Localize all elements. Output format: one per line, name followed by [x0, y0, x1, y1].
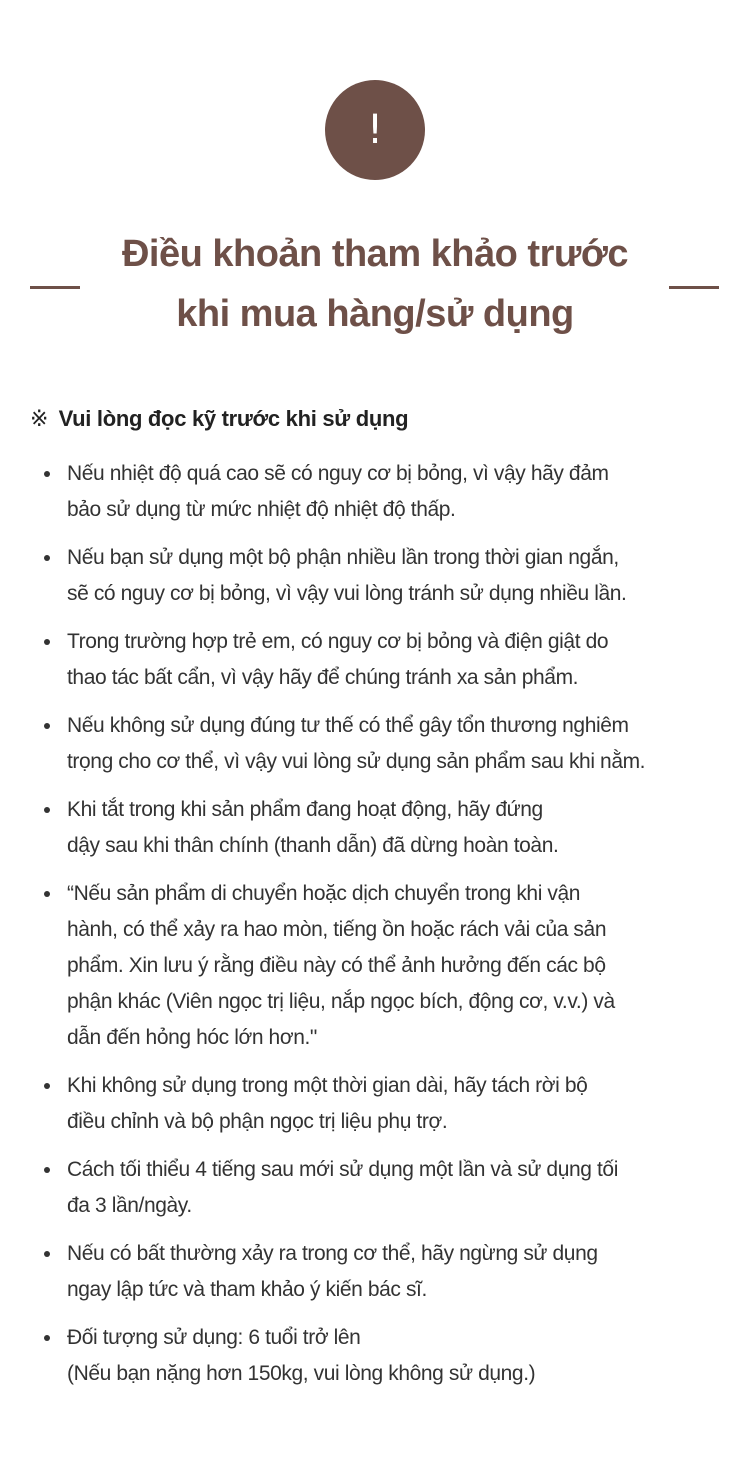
list-item	[0, 1068, 750, 1140]
list-item	[0, 1320, 750, 1392]
page-title	[90, 224, 660, 344]
bullet-icon	[44, 471, 50, 477]
list-item	[0, 1152, 750, 1224]
list-item-line: trọng cho cơ thể, vì vậy vui lòng sử dụng sản phẩm sau khi nằm.	[67, 750, 646, 773]
list-item-line: sẽ có nguy cơ bị bỏng, vì vậy vui lòng tránh sử dụng nhiều lần.	[67, 582, 627, 605]
list-item-line: Khi không sử dụng trong một thời gian dài, hãy tách rời bộ	[67, 1074, 588, 1097]
list-item-line: hành, có thể xảy ra hao mòn, tiếng ồn hoặc rách vải của sản	[67, 918, 607, 941]
list-item-line: Đối tượng sử dụng: 6 tuổi trở lên	[67, 1326, 361, 1349]
list-item-line: phẩm. Xin lưu ý rằng điều này có thể ảnh hưởng đến các bộ	[67, 954, 606, 977]
bullet-icon	[44, 723, 50, 729]
bullet-icon	[44, 891, 50, 897]
list-item-line: Trong trường hợp trẻ em, có nguy cơ bị bỏng và điện giật do	[67, 630, 609, 653]
list-item-line: dẫn đến hỏng hóc lớn hơn."	[67, 1026, 317, 1049]
bullet-icon	[44, 807, 50, 813]
list-item	[0, 792, 750, 864]
list-item	[0, 1236, 750, 1308]
list-item-line: Nếu nhiệt độ quá cao sẽ có nguy cơ bị bỏng, vì vậy hãy đảm	[67, 462, 609, 485]
list-item-line: “Nếu sản phẩm di chuyển hoặc dịch chuyển trong khi vận	[67, 882, 581, 905]
title-divider-left	[30, 286, 80, 289]
bullet-icon	[44, 555, 50, 561]
warning-icon	[325, 80, 425, 180]
list-item-line: Nếu bạn sử dụng một bộ phận nhiều lần trong thời gian ngắn,	[67, 546, 619, 569]
list-item-line: dậy sau khi thân chính (thanh dẫn) đã dừng hoàn toàn.	[67, 834, 559, 857]
page-title-line-2: khi mua hàng/sử dụng	[176, 293, 574, 335]
list-item	[0, 876, 750, 1056]
list-item	[0, 708, 750, 780]
list-item-line: phận khác (Viên ngọc trị liệu, nắp ngọc bích, động cơ, v.v.) và	[67, 990, 615, 1013]
list-item-line: đa 3 lần/ngày.	[67, 1194, 192, 1217]
list-item-line: (Nếu bạn nặng hơn 150kg, vui lòng không sử dụng.)	[67, 1362, 536, 1385]
list-item	[0, 456, 750, 528]
list-item-line: bảo sử dụng từ mức nhiệt độ nhiệt độ thấp.	[67, 498, 456, 521]
list-item-line: Cách tối thiểu 4 tiếng sau mới sử dụng một lần và sử dụng tối	[67, 1158, 618, 1181]
precaution-list	[0, 456, 750, 1404]
list-item-line: Nếu không sử dụng đúng tư thế có thể gây tổn thương nghiêm	[67, 714, 629, 737]
list-item-line: Khi tắt trong khi sản phẩm đang hoạt động, hãy đứng	[67, 798, 543, 821]
bullet-icon	[44, 1251, 50, 1257]
list-item-line: ngay lập tức và tham khảo ý kiến bác sĩ.	[67, 1278, 427, 1301]
bullet-icon	[44, 1335, 50, 1341]
bullet-icon	[44, 1083, 50, 1089]
notice-heading-text: Vui lòng đọc kỹ trước khi sử dụng	[58, 406, 409, 431]
bullet-icon	[44, 639, 50, 645]
exclamation-mark: !	[366, 107, 384, 153]
page-title-line-1: Điều khoản tham khảo trước	[121, 233, 629, 275]
reference-mark: ※	[30, 406, 49, 431]
list-item-line: điều chỉnh và bộ phận ngọc trị liệu phụ trợ.	[67, 1110, 448, 1133]
list-item	[0, 540, 750, 612]
title-divider-right	[669, 286, 719, 289]
list-item-line: Nếu có bất thường xảy ra trong cơ thể, hãy ngừng sử dụng	[67, 1242, 598, 1265]
bullet-icon	[44, 1167, 50, 1173]
list-item	[0, 624, 750, 696]
list-item-line: thao tác bất cẩn, vì vậy hãy để chúng tránh xa sản phẩm.	[67, 666, 579, 689]
notice-heading	[30, 402, 408, 436]
